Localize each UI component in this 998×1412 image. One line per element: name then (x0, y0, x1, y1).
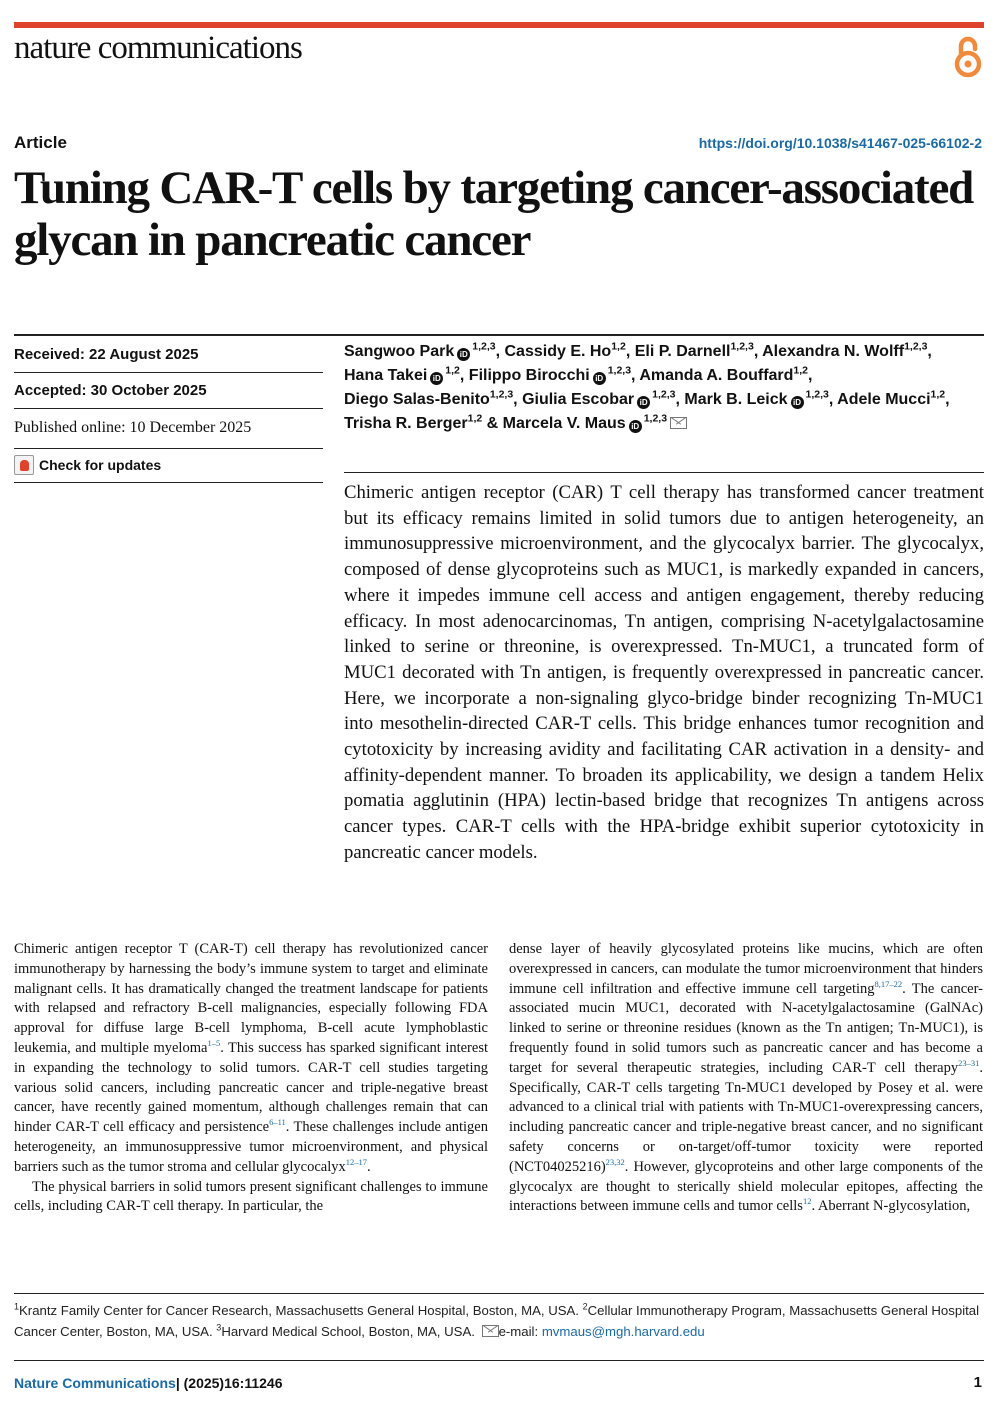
author (684, 388, 829, 408)
author-name: Giulia Escobar (522, 391, 635, 408)
author-name: Sangwoo Park (344, 343, 455, 360)
author-name: Diego Salas-Benito (344, 391, 490, 408)
author-affiliation: 1,2 (611, 340, 626, 353)
author-list: Sangwoo Park iD$^{1,2,3}$, Cassidy E. Ho$^{1,2}$, Eli P. Darnell$^{1,2,3}$, Alexandra N. Wolff$^{1,2,3}$, Hana Takei iD$^{1,2}$, Filippo Birocchi iD$^{1,2,3}$, Amanda A. Bouffard$^{1,2}$, Diego Salas-Benito$^{1,2,3}$, Giulia Escobar iD$^{1,2,3}$, Mark B. Leick iD$^{1,2,3}$, Adele Mucci$^{1,2}$, Trisha R. Berger$^{1,2}$ & Marcela V. Maus iD$^{1,2,3}$ (344, 340, 950, 432)
meta-divider (14, 448, 323, 449)
author-name: Hana Takei (344, 367, 428, 384)
body-paragraph: The physical barriers in solid tumors present significant challenges to immune cells, including CAR-T cell therapy. In particular, the (14, 1178, 488, 1215)
author-name: Cassidy E. Ho (504, 343, 612, 360)
author-affiliation: 1,2 (467, 412, 483, 425)
author (344, 388, 514, 408)
article-type: Article (14, 133, 67, 152)
author-affiliation: 1,2,3 (805, 388, 829, 401)
author-affiliation: 1,2 (445, 364, 460, 377)
published-date: Published online: 10 December 2025 (14, 419, 252, 436)
author-affiliation: 1,2,3 (472, 340, 496, 353)
author (468, 364, 632, 384)
check-updates-icon (14, 455, 34, 475)
author (344, 340, 496, 360)
accepted-date: Accepted: 30 October 2025 (14, 382, 207, 399)
email-icon[interactable] (670, 417, 687, 429)
author-affiliation: 1,2,3 (730, 340, 754, 353)
author-affiliation: 1,2 (793, 364, 809, 377)
author-name: Adele Mucci (837, 391, 931, 408)
author-name: Eli P. Darnell (634, 343, 731, 360)
author-name: Filippo Birocchi (468, 367, 590, 384)
affiliation-number: 3 (216, 1322, 222, 1333)
author-affiliation: 1,2,3 (607, 364, 632, 377)
meta-divider (14, 372, 323, 373)
author (522, 388, 676, 408)
received-date: Received: 22 August 2025 (14, 346, 199, 363)
abstract: Chimeric antigen receptor (CAR) T cell therapy has transformed cancer treatment but its efficacy remains limited in solid tumors due to antigen heterogeneity, an immunosuppressive microenvironment, and the glycocalyx barrier. The glycocalyx, composed of dense glycoproteins such as MUC1, is markedly expanded in cancers, where it impedes immune cell access and antigen engagement, thereby reducing efficacy. In most adenocarcinomas, Tn antigen, comprising N-acetylgalactosamine linked to serine or threonine, is overexpressed. Tn-MUC1, a truncated form of MUC1 decorated with Tn antigen, is frequently overexpressed in pancreatic cancer. Here, we incorporate a non-signaling glyco-bridge binder recognizing Tn-MUC1 into mesothelin-directed CAR-T cells. This bridge enhances tumor recognition and cytotoxicity by increasing avidity and facilitating CAR activation in a density- and affinity-dependent manner. To broaden its applicability, we design a tandem Helix pomatia agglutinin (HPA) lectin-based bridge that recognizes Tn antigens across cancer types. CAR-T cells with the HPA-bridge exhibit superior cytotoxicity in pancreatic cancer models. (344, 482, 984, 863)
citation-link[interactable]: 6–11 (269, 1117, 286, 1128)
author-affiliation: 1,2,3 (652, 388, 676, 401)
page-number: 1 (973, 1374, 982, 1391)
affiliations-divider (14, 1293, 984, 1294)
abstract-divider (344, 472, 984, 473)
author (504, 340, 626, 360)
author (634, 340, 754, 360)
author-name: Amanda A. Bouffard (639, 367, 794, 384)
author-affiliation: 1,2,3 (489, 388, 514, 401)
author-name: Trisha R. Berger (344, 415, 468, 432)
orcid-icon[interactable]: iD (593, 372, 606, 385)
affiliations (14, 1300, 984, 1342)
author-affiliation: 1,2 (930, 388, 946, 401)
meta-divider (14, 482, 323, 483)
orcid-icon[interactable]: iD (637, 396, 650, 409)
citation-link[interactable]: 12–17 (345, 1156, 368, 1167)
orcid-icon[interactable]: iD (457, 348, 470, 361)
body-column-left (14, 940, 488, 1217)
author (639, 364, 809, 384)
email-label: e-mail: (498, 1324, 542, 1339)
author (837, 388, 946, 408)
affiliation-2: Cellular Immunotherapy Program, Massachusetts General Hospital Cancer Center, Boston, MA, USA. (14, 1303, 980, 1339)
article-title: Tuning CAR-T cells by targeting cancer-associated glycan in pancreatic cancer (14, 162, 974, 266)
meta-divider (14, 408, 323, 409)
doi-link[interactable]: https://doi.org/10.1038/s41467-025-66102-2 (698, 135, 982, 151)
author-name: Alexandra N. Wolff (762, 343, 905, 360)
author (344, 412, 483, 432)
citation-link[interactable]: 1–5 (207, 1038, 221, 1049)
author-affiliation: 1,2,3 (643, 412, 668, 425)
footer-volume-info: | (2025)16:11246 (175, 1375, 283, 1391)
citation-link[interactable]: 12 (802, 1196, 812, 1207)
body-paragraph: Chimeric antigen receptor T (CAR-T) cell therapy has revolutionized cancer immunotherapy by harnessing the body’s immune system to target and eliminate malignant cells. It has dramatically changed the treatment landscape for patients with relapsed and refractory B-cell malignancies, especially following FDA approval for diffuse large B-cell lymphoma, B-cell acute lymphoblastic leukemia, and multiple myeloma$^{1-5}$. This success has sparked significant interest in expanding the technology to solid tumors. CAR-T cell studies targeting various solid cancers, including pancreatic cancer and triple-negative breast cancer, have recently gained momentum, although challenges remain that can hinder CAR-T cell efficacy and persistence$^{6-11}$. These challenges include antigen heterogeneity, an immunosuppressive tumor microenvironment, and physical barriers such as the tumor stroma and cellular glycocalyx$^{12-17}$. (14, 941, 488, 1175)
orcid-icon[interactable]: iD (629, 420, 642, 433)
orcid-icon[interactable]: iD (430, 372, 443, 385)
citation-link[interactable]: 23,32 (605, 1156, 625, 1167)
affiliation-number: 1 (14, 1301, 20, 1312)
title-divider (14, 334, 984, 336)
email-link[interactable]: mvmaus@mgh.harvard.edu (541, 1324, 705, 1339)
footer-citation (14, 1375, 282, 1391)
journal-name: nature communications (14, 30, 302, 66)
affiliation-3: Harvard Medical School, Boston, MA, USA. (221, 1324, 479, 1339)
footer-journal-name[interactable]: Nature Communications (14, 1375, 176, 1391)
orcid-icon[interactable]: iD (791, 396, 804, 409)
header-accent-bar (14, 22, 984, 28)
author-name: Mark B. Leick (684, 391, 788, 408)
check-for-updates-button[interactable] (14, 455, 161, 475)
affiliation-number: 2 (582, 1301, 588, 1312)
author (762, 340, 928, 360)
citation-link[interactable]: 8,17–22 (874, 978, 903, 989)
author-name: Marcela V. Maus (502, 415, 626, 432)
check-for-updates-label: Check for updates (39, 457, 162, 473)
email-icon (482, 1325, 499, 1337)
open-access-icon (948, 32, 988, 80)
author (344, 364, 460, 384)
footer-divider (14, 1360, 984, 1361)
body-paragraph: dense layer of heavily glycosylated proteins like mucins, which are often overexpressed in cancers, can modulate the tumor microenvironment that hinders immune cell infiltration and effective immune cell targeting$^{8,17-22}$. The cancer-associated mucin MUC1, decorated with N-acetylgalactosamine (GalNAc) linked to serine or threonine residues (known as the Tn antigen; Tn-MUC1), is frequently found in solid tumors such as pancreatic cancer and has become a target for several therapeutic strategies, including CAR-T cell therapy$^{23-31}$. Specifically, CAR-T cells targeting Tn-MUC1 developed by Posey et al. were advanced to a clinical trial with patients with Tn-MUC1-overexpressing cancers, including pancreatic cancer and triple-negative breast cancer, and no significant safety concerns or on-target/off-tumor toxicity were reported (NCT04025216)$^{23,32}$. However, glycoproteins and other large components of the glycocalyx are thought to sterically shield molecular epitopes, affecting the interactions between immune cells and tumor cells$^{12}$. Aberrant N-glycosylation, (509, 941, 983, 1215)
body-column-right (509, 940, 983, 1217)
author-affiliation: 1,2,3 (904, 340, 928, 353)
citation-link[interactable]: 23–31 (958, 1057, 980, 1068)
affiliation-1: Krantz Family Center for Cancer Research, Massachusetts General Hospital, Boston, MA, USA. (19, 1303, 583, 1318)
author (502, 412, 687, 432)
